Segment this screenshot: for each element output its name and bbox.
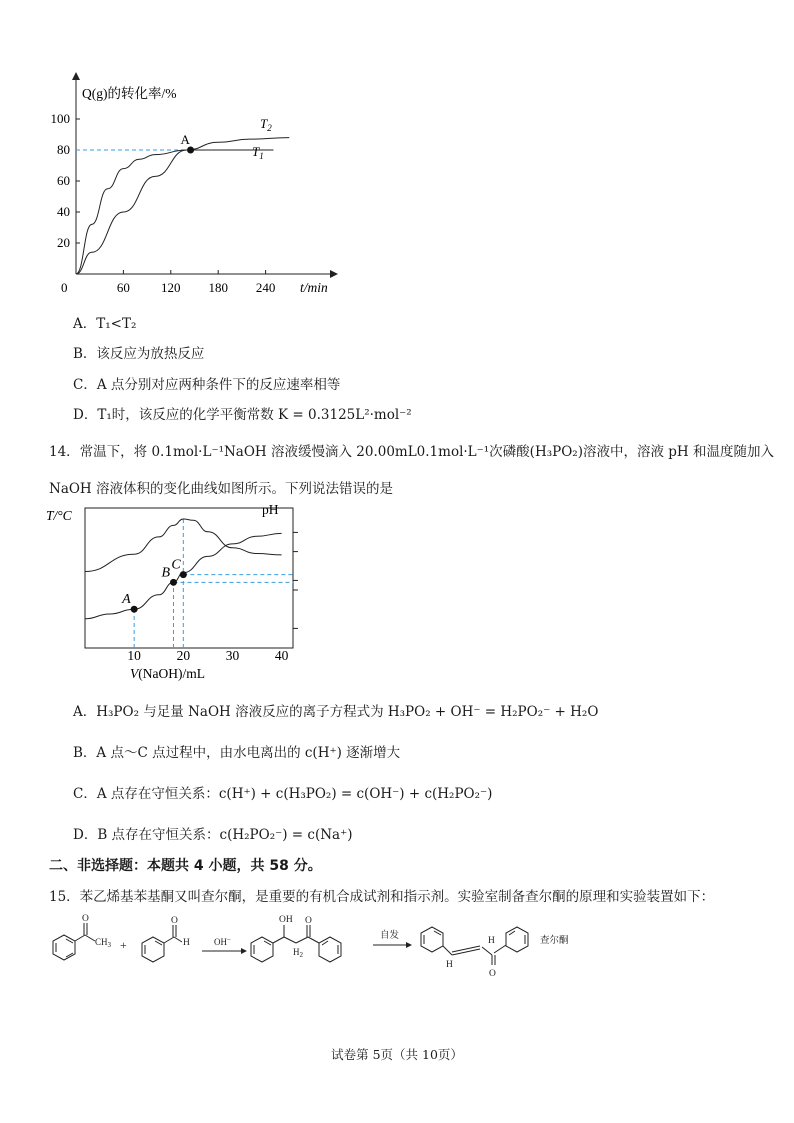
label-cond2: 自发 bbox=[380, 931, 400, 941]
q14-point-c bbox=[180, 571, 187, 578]
reaction-arrow-1-head bbox=[241, 948, 247, 954]
label-o2: O bbox=[171, 916, 178, 926]
q13-legend-t1: $T_1$ bbox=[252, 144, 264, 161]
q14-option-c: C．A 点存在守恒关系：c(H⁺) + c(H₃PO₂) = c(OH⁻) + c(H₂PO₂⁻) bbox=[73, 786, 493, 802]
q13-option-a: A．T₁<T₂ bbox=[73, 316, 137, 332]
q13-option-c: C．A 点分别对应两种条件下的反应速率相等 bbox=[73, 377, 341, 393]
q15-stem: 15．苯乙烯基苯基酮又叫查尔酮，是重要的有机合成试剂和指示剂。实验室制备查尔酮的原理和实验装置如下： bbox=[49, 889, 715, 905]
q13-y-tick-label: 80 bbox=[57, 142, 70, 157]
q13-x-tick-label: 240 bbox=[255, 280, 276, 295]
q14-option-d: D．B 点存在守恒关系：c(H₂PO₂⁻) = c(Na⁺) bbox=[73, 827, 353, 843]
q15-reaction-scheme bbox=[40, 905, 600, 985]
q14-point-a bbox=[131, 606, 138, 613]
label-h1: H bbox=[183, 938, 190, 948]
q13-y-tick-label: 20 bbox=[57, 235, 70, 250]
label-h3: H bbox=[446, 960, 453, 970]
q13-point-a bbox=[187, 147, 194, 154]
q14-chart bbox=[40, 500, 300, 686]
label-product-name: 查尔酮 bbox=[540, 936, 569, 946]
q13-y-arrow bbox=[72, 72, 80, 80]
q13-point-a-label: A bbox=[180, 132, 190, 147]
label-o4: O bbox=[489, 969, 496, 979]
q14-stem-line1: 14．常温下，将 0.1mol·L⁻¹NaOH 溶液缓慢滴入 20.00mL0.1mol·L⁻¹次磷酸(H₃PO₂)溶液中，溶液 pH 和温度随加入 bbox=[49, 444, 774, 460]
q14-plot-frame bbox=[85, 508, 293, 648]
page-footer: 试卷第 5页（共 10页） bbox=[331, 1047, 463, 1062]
q13-y-tick-label: 40 bbox=[57, 204, 70, 219]
q13-curve-t1 bbox=[76, 150, 274, 274]
q14-x-tick-label: 20 bbox=[176, 648, 191, 663]
q13-option-b: B．该反应为放热反应 bbox=[73, 346, 205, 362]
q14-option-a: A．H₃PO₂ 与足量 NaOH 溶液反应的离子方程式为 H₃PO₂ + OH⁻ = H₂PO₂⁻ + H₂O bbox=[73, 704, 599, 720]
section-2-title: 二、非选择题：本题共 4 小题，共 58 分。 bbox=[49, 858, 322, 874]
q13-option-d-prefix: D．T₁时，该反应的化学平衡常数 bbox=[73, 407, 274, 423]
q14-option-b: B．A 点～C 点过程中，由水电离出的 c(H⁺) 逐渐增大 bbox=[73, 745, 401, 761]
q13-x-tick-label: 120 bbox=[161, 280, 181, 295]
q13-x-tick-label: 180 bbox=[208, 280, 228, 295]
reaction-arrow-2-head bbox=[406, 942, 412, 948]
q13-option-d bbox=[73, 403, 412, 423]
q14-dashed-guides bbox=[134, 519, 293, 648]
q14-point-b bbox=[170, 579, 177, 586]
q13-y-label: Q(g)的转化率/% bbox=[82, 86, 177, 101]
label-h2: $H_2$ bbox=[293, 947, 303, 959]
q14-x-tick-label: 30 bbox=[225, 648, 240, 663]
q13-x-arrow bbox=[330, 270, 338, 278]
q13-chart bbox=[40, 68, 360, 298]
q14-x-tick-label: 40 bbox=[274, 648, 289, 663]
q14-x-tick-label: 10 bbox=[127, 648, 141, 663]
label-ch3: $CH_3$ bbox=[95, 937, 112, 949]
label-o3: O bbox=[305, 916, 312, 926]
q13-origin-label: 0 bbox=[61, 280, 68, 295]
label-h4: H bbox=[488, 936, 495, 946]
q14-point-label: B bbox=[161, 565, 171, 581]
q13-x-tick-label: 60 bbox=[116, 280, 130, 295]
q13-y-tick-label: 60 bbox=[57, 173, 70, 188]
label-o1: O bbox=[82, 914, 89, 924]
q14-x-label: V(NaOH)/mL bbox=[130, 666, 205, 681]
label-plus: + bbox=[120, 938, 127, 952]
label-oh: OH bbox=[279, 915, 293, 925]
q13-legend-t2: $T_2$ bbox=[260, 116, 272, 133]
label-oh-minus: OH− bbox=[214, 936, 231, 947]
q14-right-label: pH bbox=[262, 502, 279, 517]
q14-point-label: C bbox=[171, 557, 181, 573]
q13-y-tick-label: 100 bbox=[50, 111, 70, 126]
q14-left-label: T/°C bbox=[46, 508, 72, 523]
q14-stem-line2: NaOH 溶液体积的变化曲线如图所示。下列说法错误的是 bbox=[49, 481, 393, 497]
q13-option-d-value: K = 0.3125L²·mol⁻² bbox=[278, 407, 412, 423]
q13-x-label: t/min bbox=[300, 280, 328, 295]
q14-point-label: A bbox=[122, 592, 131, 608]
